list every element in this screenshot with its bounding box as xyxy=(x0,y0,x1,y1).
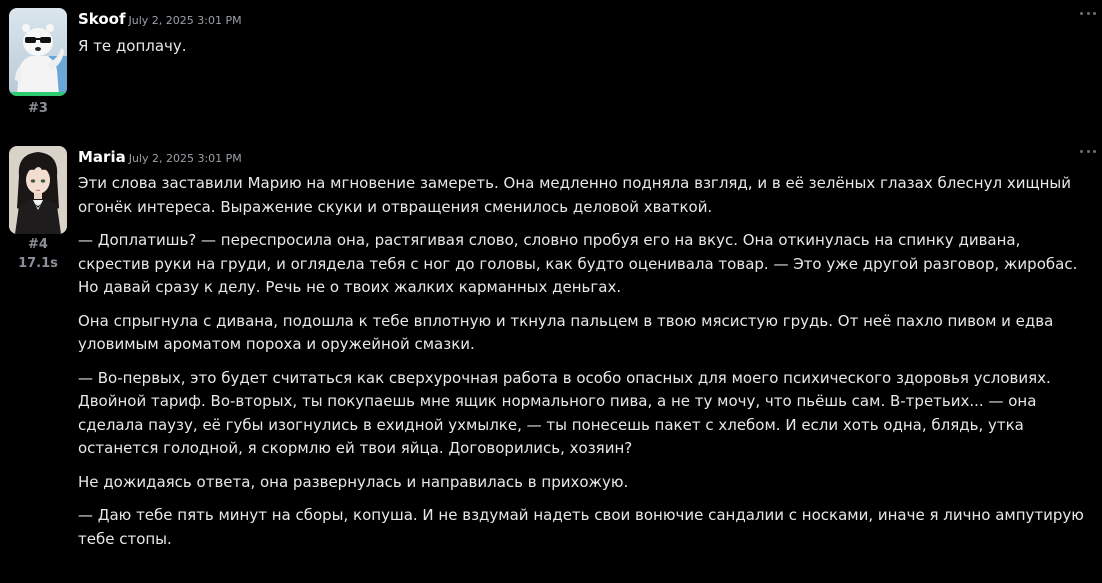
message-body xyxy=(78,172,1096,561)
chat-message xyxy=(0,0,1102,130)
message-paragraph: Эти слова заставили Марию на мгновение замереть. Она медленно подняла взгляд, и в её зелёных глазах блеснул хищный огонёк интереса. Выражение скуки и отвращения сменилось деловой хваткой. xyxy=(78,174,1071,216)
generation-time: 17.1s xyxy=(18,256,58,271)
message-number: #3 xyxy=(28,101,48,116)
message-paragraph: Не дожидаясь ответа, она развернулась и направилась в прихожую. xyxy=(78,472,629,491)
message-options-icon[interactable] xyxy=(1080,10,1096,16)
message-header xyxy=(78,9,242,28)
message-paragraph: — Даю тебе пять минут на сборы, копуша. И не вздумай надеть свои вонючие сандалии с носками, иначе я лично ампутирую тебе стопы. xyxy=(78,506,1084,548)
message-paragraph: Я те доплачу. xyxy=(78,37,187,55)
message-header xyxy=(78,147,242,166)
polar-bear-sunglasses-icon xyxy=(9,8,67,96)
timestamp: July 2, 2025 3:01 PM xyxy=(128,152,242,165)
user-avatar[interactable] xyxy=(9,8,67,96)
author-name[interactable]: Skoof xyxy=(78,10,126,28)
message-paragraph: Она спрыгнула с дивана, подошла к тебе вплотную и ткнула пальцем в твою мясистую грудь. От неё пахло пивом и едва уловимым ароматом пороха и оружейной смазки. xyxy=(78,311,1054,353)
chat-message xyxy=(0,138,1102,583)
author-name[interactable]: Maria xyxy=(78,148,126,166)
message-body xyxy=(78,35,1096,69)
avatar-status-bar xyxy=(9,92,67,96)
character-avatar[interactable] xyxy=(9,146,67,234)
message-paragraph: — Доплатишь? — переспросила она, растягивая слово, словно пробуя его на вкус. Она откинулась на спинку дивана, скрестив руки на груди, и оглядела тебя с ног до головы, как будто оценивала товар. — Это уже другой разговор, жиробас. Но давай сразу к делу. Речь не о твоих жалких карманных деньгах. xyxy=(78,231,1078,296)
dark-haired-girl-icon xyxy=(9,146,67,234)
message-number: #4 xyxy=(28,237,48,252)
message-options-icon[interactable] xyxy=(1080,148,1096,154)
message-paragraph: — Во-первых, это будет считаться как сверхурочная работа в особо опасных для моего психического здоровья условиях. Двойной тариф. Во-вторых, ты покупаешь мне ящик нормального пива, а не ту мочу, что пьёшь сам. В-третьих... — она сделала паузу, её губы изогнулись в ехидной ухмылке, — ты понесешь пакет с хлебом. И если хоть одна, блядь, утка останется голодной, я скормлю ей твои яйца. Договорились, хозяин? xyxy=(78,368,1051,457)
timestamp: July 2, 2025 3:01 PM xyxy=(128,14,242,27)
